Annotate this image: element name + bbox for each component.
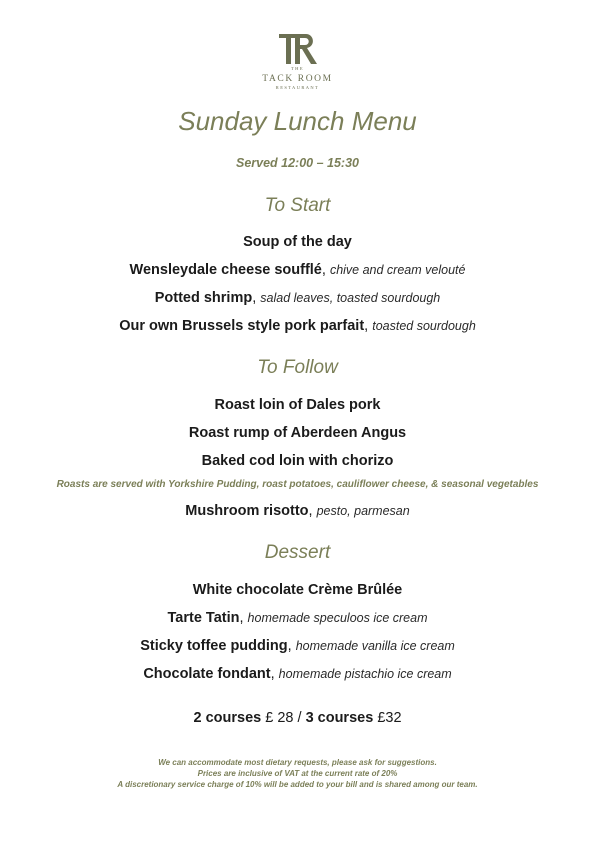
dish-name: Mushroom risotto bbox=[185, 503, 309, 519]
dish-name: Chocolate fondant bbox=[143, 666, 271, 682]
menu-item: Mushroom risotto, pesto, parmesan bbox=[185, 503, 410, 519]
three-course-label: 3 courses bbox=[305, 710, 374, 726]
menu-item: Tarte Tatin, homemade speculoos ice cream bbox=[167, 610, 428, 626]
menu-item bbox=[0, 581, 595, 599]
menu-item bbox=[0, 396, 595, 414]
menu-item: Potted shrimp, salad leaves, toasted sourdough bbox=[154, 290, 441, 306]
menu-item: Sticky toffee pudding, homemade vanilla ice cream bbox=[140, 638, 455, 654]
menu-item bbox=[0, 424, 595, 442]
dish-name: Wensleydale cheese soufflé bbox=[129, 262, 322, 278]
dish-name: White chocolate Crème Brûlée bbox=[192, 582, 403, 598]
served-times: Served 12:00 – 15:30 bbox=[235, 156, 359, 170]
dish-description: homemade speculoos ice cream bbox=[247, 611, 428, 625]
tr-monogram-icon bbox=[276, 30, 320, 68]
dish-description: homemade pistachio ice cream bbox=[278, 667, 452, 681]
footer-line-service: A discretionary service charge of 10% will be added to your bill and is shared among our team. bbox=[117, 780, 478, 789]
two-course-price: £ 28 bbox=[265, 710, 294, 726]
dish-description: salad leaves, toasted sourdough bbox=[260, 291, 441, 305]
menu-item bbox=[0, 233, 595, 251]
section-heading-to-follow: To Follow bbox=[257, 357, 338, 378]
footer-line-vat: Prices are inclusive of VAT at the current rate of 20% bbox=[197, 769, 398, 778]
footer-line-dietary: We can accommodate most dietary requests, please ask for suggestions. bbox=[158, 758, 437, 767]
dish-name: Tarte Tatin bbox=[167, 610, 240, 626]
menu-item: Our own Brussels style pork parfait, toasted sourdough bbox=[119, 318, 476, 334]
dish-description: toasted sourdough bbox=[372, 319, 476, 333]
course-pricing bbox=[0, 710, 595, 726]
dish-name: Potted shrimp bbox=[154, 290, 253, 306]
dish-name: Soup of the day bbox=[243, 234, 352, 250]
menu-item: Wensleydale cheese soufflé, chive and cream velouté bbox=[129, 262, 466, 278]
dish-name: Our own Brussels style pork parfait bbox=[119, 318, 365, 334]
dish-name: Roast loin of Dales pork bbox=[214, 397, 381, 413]
dish-description: pesto, parmesan bbox=[316, 504, 410, 518]
dish-description: homemade vanilla ice cream bbox=[295, 639, 455, 653]
footer-notes bbox=[0, 757, 595, 790]
brand-name: TACK ROOM bbox=[262, 74, 333, 84]
three-course-price: £32 bbox=[377, 710, 402, 726]
dish-name: Roast rump of Aberdeen Angus bbox=[188, 425, 407, 441]
menu-item bbox=[0, 452, 595, 470]
section-heading-to-start: To Start bbox=[264, 195, 331, 216]
dish-name: Sticky toffee pudding bbox=[140, 638, 288, 654]
restaurant-logo bbox=[0, 30, 595, 68]
section-heading-dessert: Dessert bbox=[264, 542, 331, 563]
page-title: Sunday Lunch Menu bbox=[178, 106, 417, 136]
dish-description: chive and cream velouté bbox=[329, 263, 466, 277]
brand-sub: RESTAURANT bbox=[275, 85, 320, 90]
dish-name: Baked cod loin with chorizo bbox=[201, 453, 394, 469]
brand-the: THE bbox=[291, 66, 304, 71]
menu-item: Chocolate fondant, homemade pistachio ice cream bbox=[143, 666, 452, 682]
price-separator: / bbox=[297, 710, 302, 726]
two-course-label: 2 courses bbox=[193, 710, 262, 726]
roast-note: Roasts are served with Yorkshire Pudding, roast potatoes, cauliflower cheese, & seasonal vegetables bbox=[56, 479, 539, 490]
